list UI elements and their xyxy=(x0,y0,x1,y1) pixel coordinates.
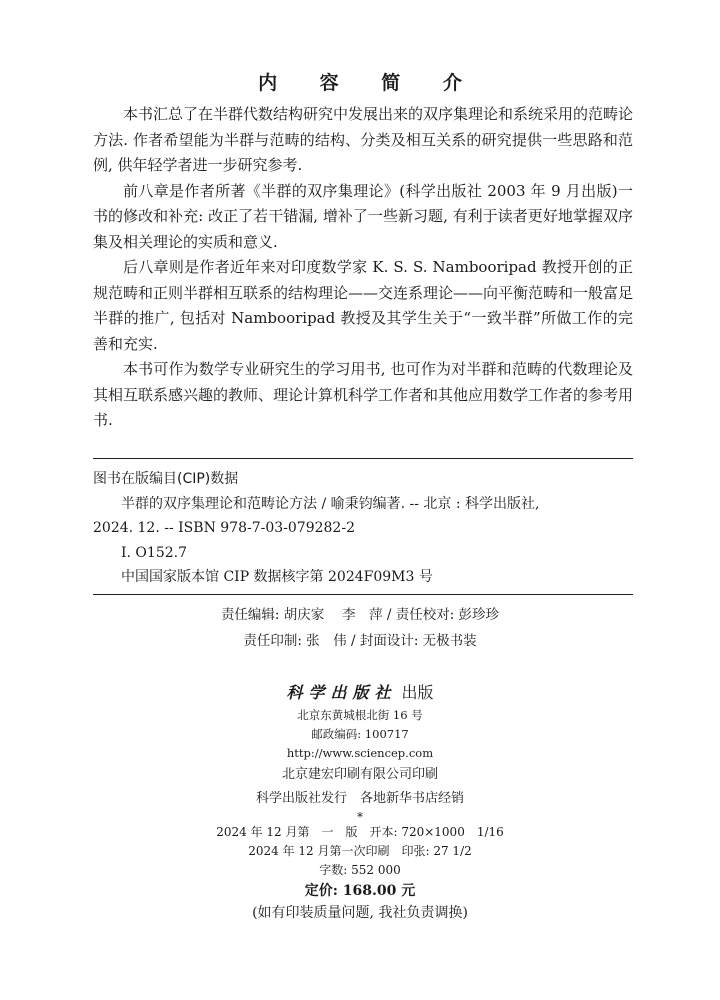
distribution-info: 科学出版社发行 各地新华书店经销 xyxy=(255,791,464,806)
publisher-suffix: 出版 xyxy=(401,683,434,702)
credits-block xyxy=(0,602,720,654)
cip-record-number: 中国国家版本馆 CIP 数据核字第 2024F09M3 号 xyxy=(121,569,433,585)
price: 定价: 168.00 元 xyxy=(304,883,416,899)
summary-paragraph-4: 本书可作为数学专业研究生的学习用书, 也可作为对半群和范畴的代数理论及其相互联系感兴趣的教师、理论计算机科学工作者和其他应用数学工作者的参考用书. xyxy=(93,360,634,429)
publisher-address: 北京东黄城根北街 16 号 xyxy=(297,708,423,722)
publisher-website: http://www.sciencep.com xyxy=(286,746,434,760)
cip-isbn-line: 2024. 12. -- ISBN 978-7-03-079282-2 xyxy=(93,520,355,536)
production-credits: 责任印制: 张 伟 / 封面设计: 无极书装 xyxy=(243,633,477,649)
content-summary xyxy=(93,102,633,434)
publisher-postcode: 邮政编码: 100717 xyxy=(311,727,409,741)
publisher-block xyxy=(0,680,720,924)
summary-paragraph-2: 前八章是作者所著《半群的双序集理论》(科学出版社 2003 年 9 月出版)一书的修改和补充: 改正了若干错漏, 增补了一些新习题, 有利于读者更好地掌握双序集及相关理论的实质和意义. xyxy=(93,181,633,251)
editor-credits: 责任编辑: 胡庆家 李 萍 / 责任校对: 彭珍珍 xyxy=(220,607,500,623)
cip-classification-line: Ⅰ. O152.7 xyxy=(121,544,187,561)
cip-heading: 图书在版编目(CIP)数据 xyxy=(93,471,239,487)
edition-info: 2024 年 12 月第 一 版 开本: 720×1000 1/16 xyxy=(216,825,504,839)
printing-info: 2024 年 12 月第一次印刷 印张: 27 1/2 xyxy=(248,844,472,858)
word-count: 字数: 552 000 xyxy=(319,863,401,877)
cip-title-line: 半群的双序集理论和范畴论方法 / 喻秉钧编著. -- 北京 : 科学出版社, xyxy=(121,495,540,512)
separator-star: * xyxy=(357,810,363,824)
cip-data-block xyxy=(93,458,633,595)
quality-note: (如有印装质量问题, 我社负责调换) xyxy=(252,905,468,921)
summary-paragraph-3: 后八章则是作者近年来对印度数学家 K. S. S. Nambooripad 教授开创的正规范畴和正则半群相互联系的结构理论——交连系理论——向平衡范畴和一般富足半群的推广, 包括对 Nambooripad 教授及其学生关于“一致半群”所做工作的完善和充实. xyxy=(93,258,634,353)
publisher-logo: 科学出版社 xyxy=(286,683,397,702)
page-title: 内 容 简 介 xyxy=(258,72,480,94)
summary-paragraph-1: 本书汇总了在半群代数结构研究中发展出来的双序集理论和系统采用的范畴论方法. 作者希望能为半群与范畴的结构、分类及相互关系的研究提供一些思路和范例, 供年轻学者进一步研究参考. xyxy=(93,105,634,174)
printer-info: 北京建宏印刷有限公司印刷 xyxy=(281,767,438,782)
publisher-name-row xyxy=(0,680,720,706)
